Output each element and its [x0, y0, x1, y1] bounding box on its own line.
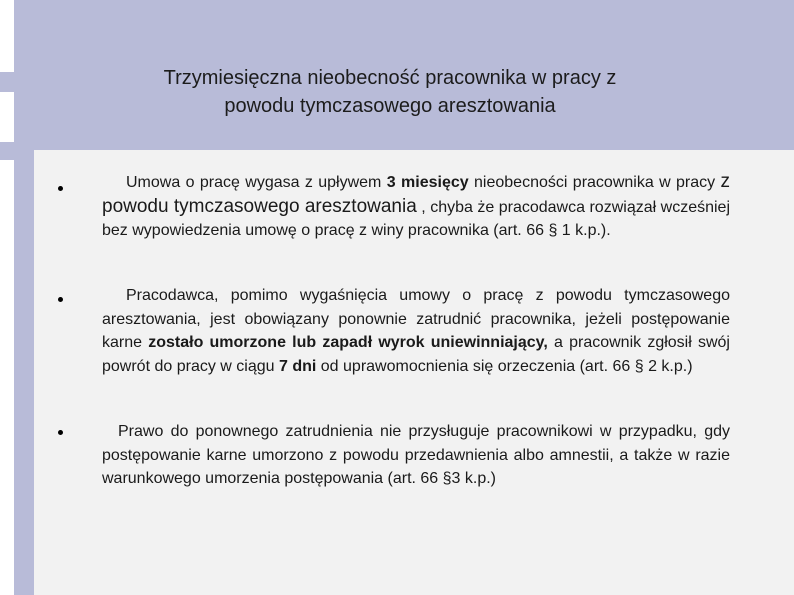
slide-title-line-2: powodu tymczasowego aresztowania	[224, 95, 556, 117]
slide-content	[34, 150, 794, 595]
bullet-icon	[58, 297, 63, 302]
bullet-icon	[58, 430, 63, 435]
left-accent-bar	[0, 160, 14, 595]
left-accent-bar	[0, 0, 14, 72]
bullet-text-1: Umowa o pracę wygasa z upływem 3 miesięcy nieobecności pracownika w pracy z powodu tymczasowego aresztowania , chyba że pracodawca rozwiązał wcześniej bez wypowiedzenia umowę o pracę z winy pracownika (art. 66 § 1 k.p.).	[102, 171, 731, 239]
left-accent-bar	[0, 92, 14, 142]
bullet-text-2: Pracodawca, pomimo wygaśnięcia umowy o pracę z powodu tymczasowego aresztowania, jest obowiązany ponownie zatrudnić pracownika, jeżeli postępowanie karne zostało umorzone lub zapadł wyrok uniewinniający, a pracownik zgłosił swój powrót do pracy w ciągu 7 dni od uprawomocnienia się orzeczenia (art. 66 § 2 k.p.)	[102, 287, 730, 375]
bullet-icon	[58, 186, 63, 191]
slide-title	[60, 64, 720, 120]
bullet-text-3: Prawo do ponownego zatrudnienia nie przysługuje pracownikowi w przypadku, gdy postępowanie karne umorzono z powodu przedawnienia albo amnestii, a także w razie warunkowego umorzenia postępowania (art. 66 §3 k.p.)	[102, 423, 730, 487]
slide-title-line-1: Trzymiesięczna nieobecność pracownika w pracy z	[163, 67, 617, 89]
